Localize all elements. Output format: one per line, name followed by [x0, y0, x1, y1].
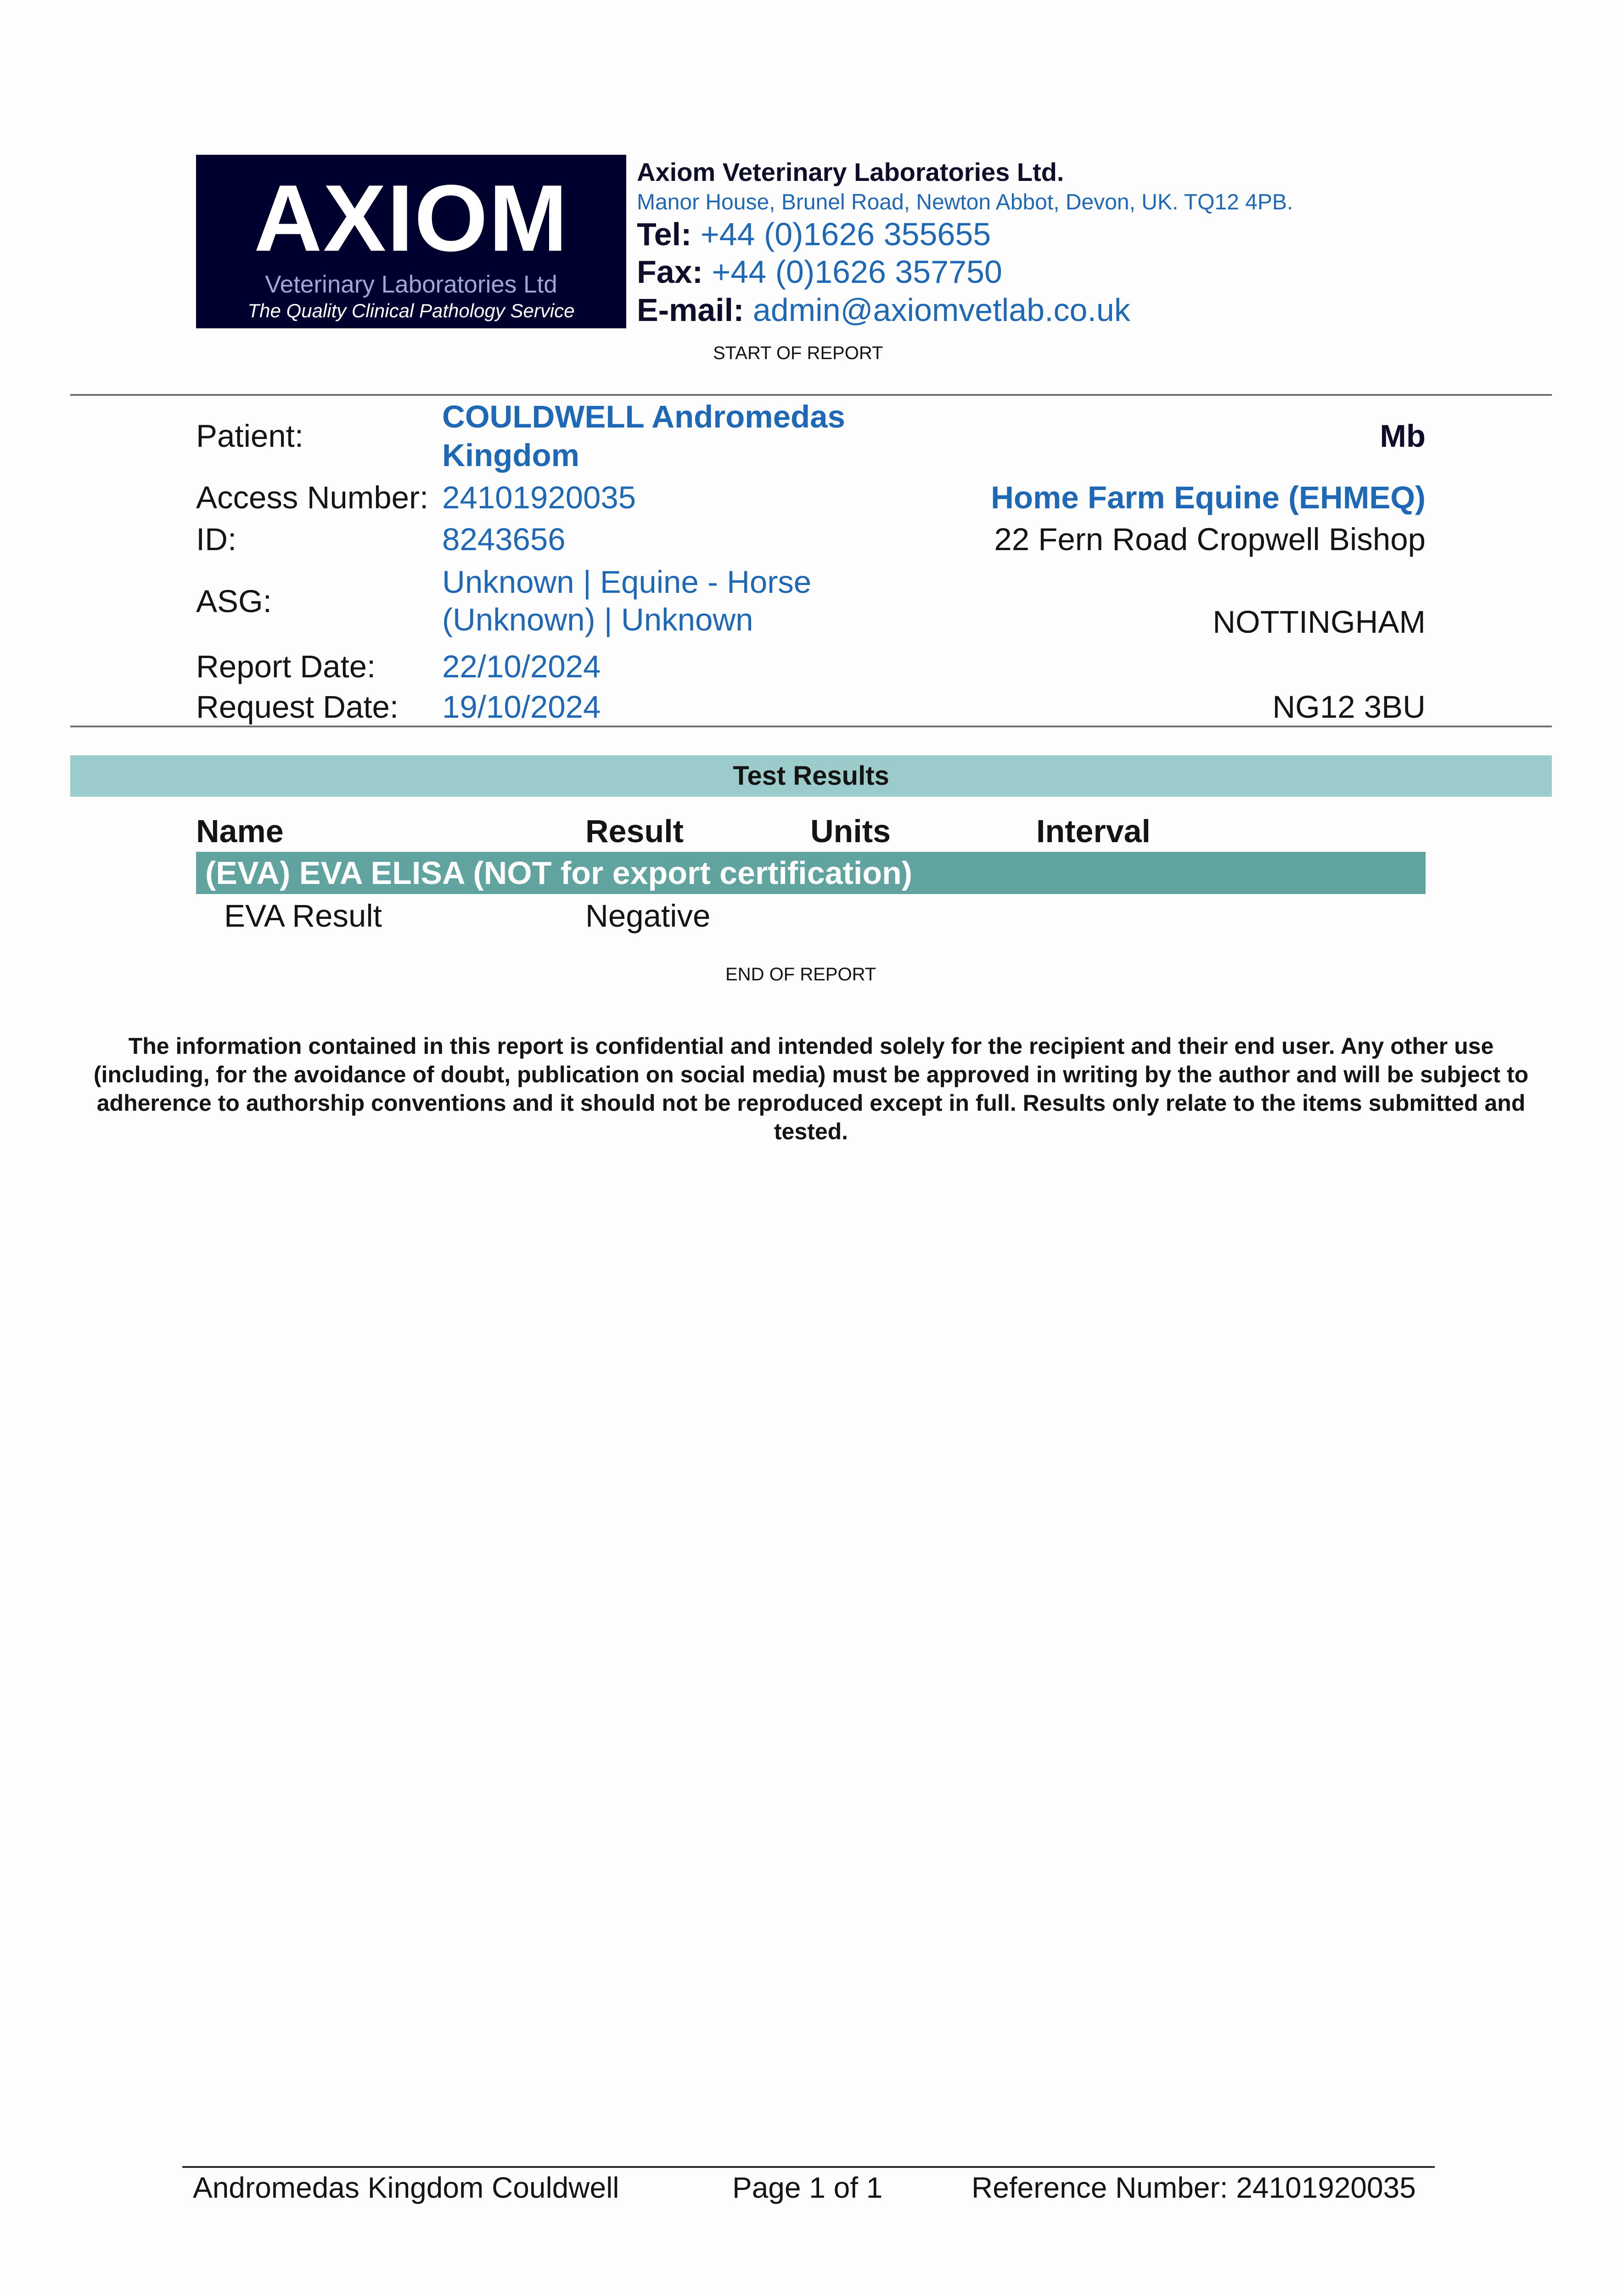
clinic-code: Mb [1380, 418, 1426, 454]
company-name: Axiom Veterinary Laboratories Ltd. [637, 158, 1064, 186]
column-header-result: Result [585, 813, 684, 849]
patient-divider [70, 726, 1552, 727]
footer-patient-name: Andromedas Kingdom Couldwell [193, 2171, 619, 2204]
tel-value: +44 (0)1626 355655 [700, 216, 991, 252]
clinic-street: 22 Fern Road Cropwell Bishop [994, 522, 1426, 557]
logo-title: AXIOM [253, 165, 569, 271]
start-of-report: START OF REPORT [713, 343, 883, 363]
patient-name-line2: Kingdom [442, 438, 579, 473]
company-fax [637, 253, 1002, 290]
clinic-name: Home Farm Equine (EHMEQ) [991, 480, 1426, 515]
asg-value-line2: (Unknown) | Unknown [442, 602, 753, 637]
patient-name-line1: COULDWELL Andromedas [442, 399, 845, 434]
confidentiality-disclaimer: The information contained in this report is confidential and intended solely for the recipient and their end user. Any other use (including, for the avoidance of doubt, publication on social media) must be approved in writing by the author and will be subject to adherence to authorship conventions and it should not be reproduced except in full. Results only relate to the items submitted and tested. [93, 1033, 1529, 1144]
patient-label: Patient: [196, 418, 303, 454]
tel-label: Tel: [637, 216, 692, 252]
column-header-name: Name [196, 813, 284, 849]
column-header-interval: Interval [1036, 813, 1151, 849]
company-address: Manor House, Brunel Road, Newton Abbot, Devon, UK. TQ12 4PB. [637, 190, 1293, 214]
access-number-label: Access Number: [196, 480, 429, 515]
header-divider [70, 394, 1552, 396]
report-date-value: 22/10/2024 [442, 649, 601, 684]
footer-divider [182, 2166, 1435, 2168]
email-label: E-mail: [637, 292, 744, 328]
axiom-logo [196, 155, 626, 328]
request-date-value: 19/10/2024 [442, 689, 601, 725]
fax-value: +44 (0)1626 357750 [712, 254, 1002, 290]
asg-value-line1: Unknown | Equine - Horse [442, 564, 812, 600]
end-of-report: END OF REPORT [725, 964, 876, 985]
access-number-value: 24101920035 [442, 480, 636, 515]
test-group-header: (EVA) EVA ELISA (NOT for export certification) [196, 852, 1426, 894]
report-date-label: Report Date: [196, 649, 376, 684]
fax-label: Fax: [637, 254, 703, 290]
test-results-heading: Test Results [70, 755, 1552, 797]
id-value: 8243656 [442, 522, 566, 557]
clinic-city: NOTTINGHAM [1213, 604, 1426, 640]
logo-tagline: The Quality Clinical Pathology Service [247, 300, 575, 321]
logo-subtitle: Veterinary Laboratories Ltd [265, 271, 557, 298]
request-date-label: Request Date: [196, 689, 399, 725]
email-link[interactable]: admin@axiomvetlab.co.uk [753, 292, 1130, 328]
id-label: ID: [196, 522, 237, 557]
column-header-units: Units [810, 813, 891, 849]
footer-page-number: Page 1 of 1 [732, 2171, 883, 2204]
clinic-postcode: NG12 3BU [1272, 689, 1426, 725]
company-email [637, 292, 1130, 328]
result-row-name: EVA Result [224, 898, 382, 934]
result-row-value: Negative [585, 898, 711, 934]
company-tel [637, 216, 991, 253]
footer-reference-number: Reference Number: 24101920035 [972, 2171, 1416, 2204]
asg-label: ASG: [196, 584, 272, 619]
